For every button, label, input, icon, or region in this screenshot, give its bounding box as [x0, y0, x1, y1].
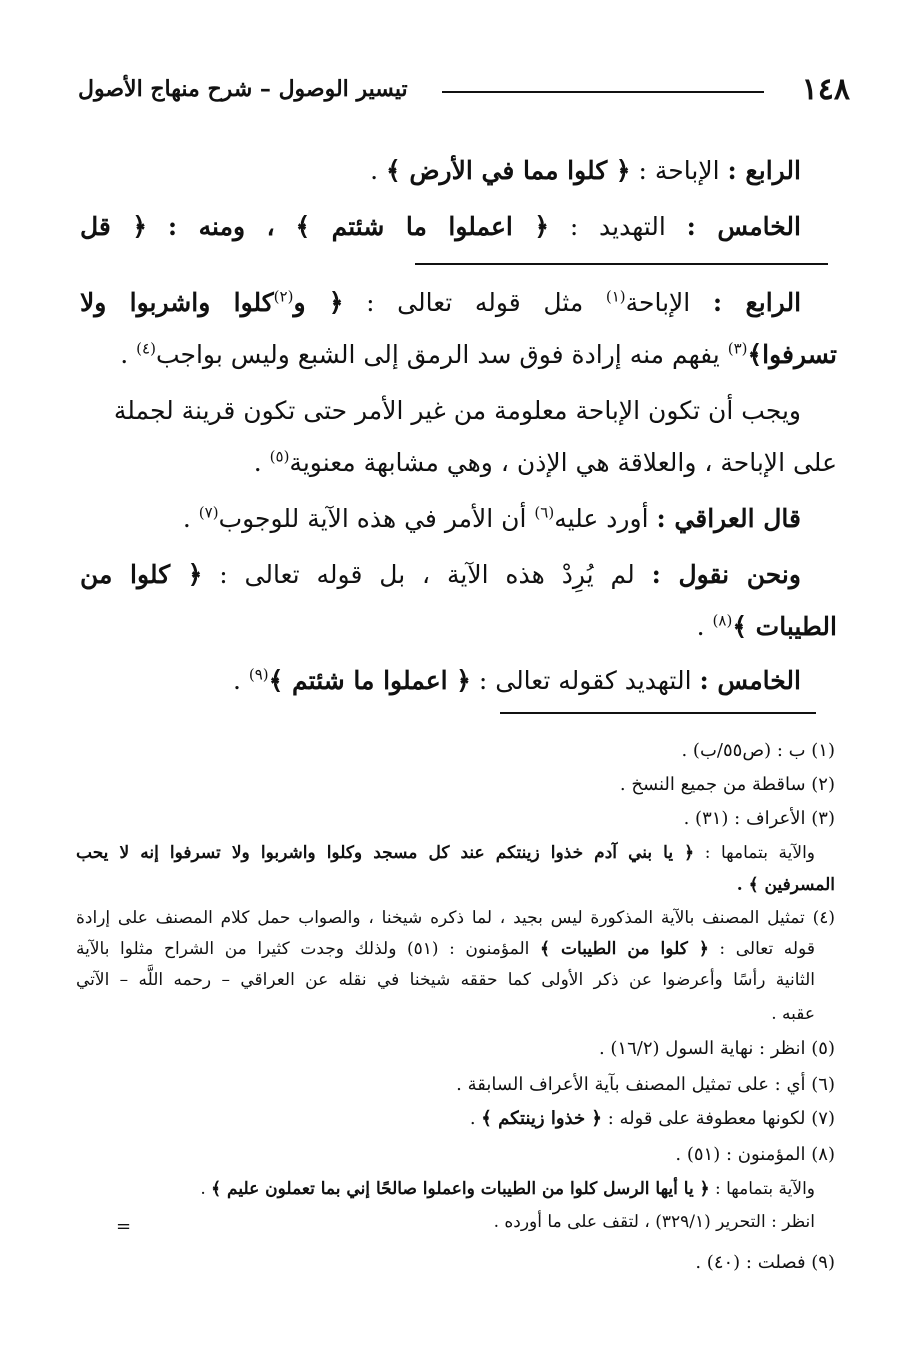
- quran-verse: ﴿ كلوا مما في الأرض ﴾: [385, 156, 631, 185]
- footnote-7: (٧) لكونها معطوفة على قوله : ﴿ خذوا زينتكم ﴾ .: [469, 1108, 835, 1129]
- footnote-4-line-1: (٤) تمثيل المصنف بالآية المذكورة ليس بجيد ، لما ذكره شيخنا ، والصواب حمل كلام المصنف على إرادة: [76, 908, 835, 928]
- footnote-ref[interactable]: (٢): [273, 287, 294, 306]
- quran-verse: ﴿ يا أيها الرسل كلوا من الطيبات واعملوا صالحًا إني بما تعملون عليم ﴾: [211, 1179, 710, 1199]
- matn-line-1: الرابع : الإباحة : ﴿ كلوا مما في الأرض ﴾ .: [370, 156, 801, 185]
- footnote-4-line-3: الثانية رأسًا وأعرضوا عن ذكر الأولى كما حققه شيخنا في نقله عن العراقي – رحمه اللَّه – الآتي: [76, 970, 815, 990]
- footnote-ref[interactable]: (٧): [198, 503, 219, 522]
- footnote-ref[interactable]: (٨): [712, 611, 733, 630]
- sharh-p4-line-1: ونحن نقول : لم يُرِدْ هذه الآية ، بل قوله تعالى : ﴿ كلوا من: [80, 560, 801, 589]
- footnote-6: (٦) أي : على تمثيل المصنف بآية الأعراف السابقة .: [456, 1074, 835, 1095]
- footnote-8-ref: انظر : التحرير (٣٢٩/١) ، لتقف على ما أورده .: [493, 1212, 815, 1232]
- footnote-8: (٨) المؤمنون : (٥١) .: [675, 1144, 835, 1165]
- header-rule: [442, 91, 764, 93]
- footnote-4-line-4: عقبه .: [771, 1004, 815, 1024]
- footnote-ref[interactable]: (٣): [727, 339, 748, 358]
- quran-verse: ﴿ اعملوا ما شئتم ﴾: [268, 666, 471, 695]
- quran-verse: ﴿ اعملوا ما شئتم ﴾: [295, 212, 550, 241]
- footnote-2: (٢) ساقطة من جميع النسخ .: [619, 774, 835, 795]
- sharh-p2-line-1: ويجب أن تكون الإباحة معلومة من غير الأمر حتى تكون قرينة لجملة: [113, 396, 801, 425]
- quran-verse: ﴿ قل: [80, 212, 148, 241]
- running-header: [78, 72, 850, 112]
- sharh-p5: الخامس : التهديد كقوله تعالى : ﴿ اعملوا ما شئتم ﴾$^{(٩)}$ .: [232, 665, 801, 695]
- footnote-ref[interactable]: (٩): [248, 665, 269, 684]
- continuation-mark: =: [116, 1216, 132, 1237]
- footnote-8-verse: والآية بتمامها : ﴿ يا أيها الرسل كلوا من الطيبات واعملوا صالحًا إني بما تعملون عليم ﴾ .: [200, 1179, 815, 1199]
- matn-underline: [415, 263, 828, 265]
- quran-verse: ﴿ يا بني آدم خذوا زينتكم عند كل مسجد وكلوا واشربوا ولا تسرفوا إنه لا يحب: [76, 843, 695, 863]
- sharh-p4-line-2: الطيبات ﴾$^{(٨)}$ .: [696, 611, 837, 641]
- footnote-5: (٥) انظر : نهاية السول (١٦/٢) .: [598, 1038, 835, 1059]
- footnote-3-verse: والآية بتمامها : ﴿ يا بني آدم خذوا زينتكم عند كل مسجد وكلوا واشربوا ولا تسرفوا إنه لا يحب: [76, 843, 815, 863]
- footnote-3-verse-end: المسرفين ﴾ .: [736, 875, 835, 895]
- quran-verse: ﴿ كلوا من الطيبات ﴾: [539, 939, 709, 959]
- footnote-3: (٣) الأعراف : (٣١) .: [683, 808, 835, 829]
- sharh-p1-line-1: الرابع : الإباحة$^{(١)}$ مثل قوله تعالى : ﴿ و$^{(٢)}$كلوا واشربوا ولا: [80, 287, 802, 317]
- footnote-9: (٩) فصلت : (٤٠) .: [695, 1252, 835, 1273]
- running-title: تيسير الوصول – شرح منهاج الأصول: [78, 76, 408, 102]
- page-number: ١٤٨: [801, 72, 850, 107]
- sharh-p2-line-2: على الإباحة ، والعلاقة هي الإذن ، وهي مشابهة معنوية$^{(٥)}$ .: [253, 447, 837, 477]
- matn-line-2: الخامس : التهديد : ﴿ اعملوا ما شئتم ﴾ ، ومنه : ﴿ قل: [80, 212, 801, 241]
- quran-verse: ﴿ كلوا من: [80, 560, 203, 589]
- quran-verse: ﴿ خذوا زينتكم ﴾: [481, 1108, 602, 1129]
- footnote-4-line-2: قوله تعالى : ﴿ كلوا من الطيبات ﴾ المؤمنون : (٥١) ولذلك وجدت كثيرا من الشراح مثلوا بالآية: [76, 939, 815, 959]
- footnote-ref[interactable]: (١): [605, 287, 626, 306]
- sharh-p3: قال العراقي : أورد عليه$^{(٦)}$ أن الأمر في هذه الآية للوجوب$^{(٧)}$ .: [182, 503, 801, 533]
- sharh-underline: [500, 712, 816, 714]
- footnote-1: (١) ب : (ص٥٥/ب) .: [681, 740, 835, 761]
- footnote-ref[interactable]: (٤): [136, 339, 156, 358]
- footnote-ref[interactable]: (٦): [534, 503, 555, 522]
- sharh-p1-line-2: تسرفوا﴾$^{(٣)}$ يفهم منه إرادة فوق سد الرمق إلى الشبع وليس بواجب$^{(٤)}$ .: [120, 339, 837, 369]
- footnote-ref[interactable]: (٥): [269, 447, 290, 466]
